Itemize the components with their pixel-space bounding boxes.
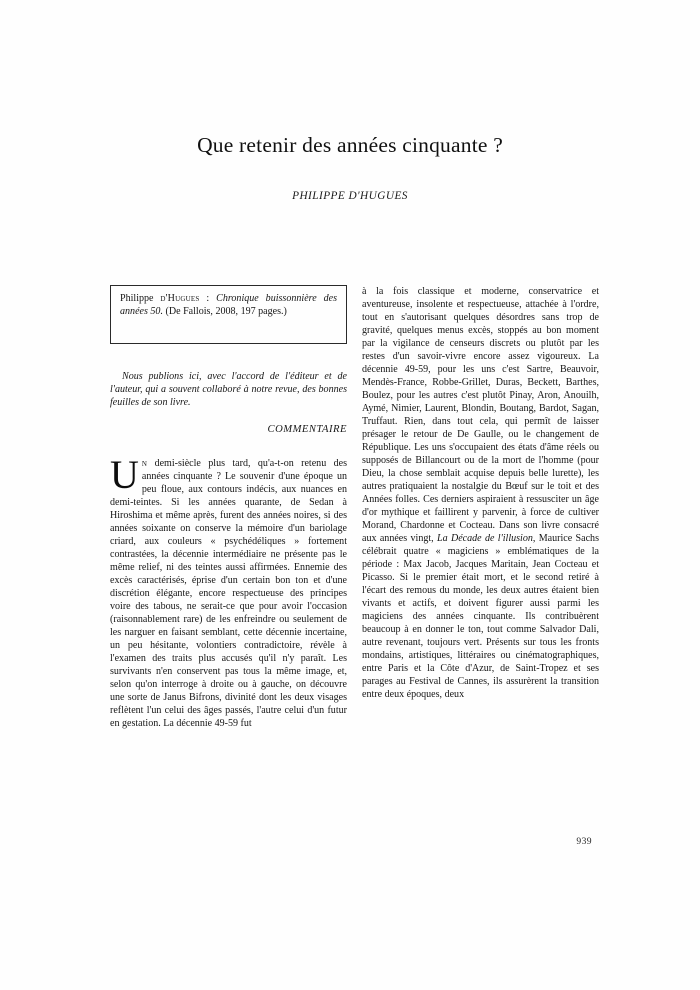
lead-smallcaps: n xyxy=(141,457,148,469)
drop-cap: U xyxy=(110,451,139,497)
citation-publication: (De Fallois, 2008, 197 pages.) xyxy=(162,305,287,317)
body-text-right-part1: à la fois classique et moderne, conservatrice et aventureuse, insolente et respectueuse, attachée à l'ordre, tout en s'autorisant quelques désordres sans trop de gravité, quelques menus excès, stoppés au bon moment par la vigilance de censeurs discrets ou plutôt par les restes d'un savoir-vivre encore assez vigoureux. La décennie 49-59, pour les uns c'est Sartre, Beauvoir, Mendès-France, Robbe-Grillet, Duras, Beckett, Barthes, Boulez, pour les autres c'est plutôt Pinay, Aron, Anouilh, Aymé, Nimier, Laurent, Blondin, Boutang, Bardot, Sagan, Truffaut. Rien, dans tout cela, qui permît de laisser présager le retour de De Gaulle, ou le changement de République. Les uns s'occupaient des états d'âme réels ou supposés de Billancourt ou de la mort de l'homme (pour Dieu, la chose semblait acquise depuis belle lurette), les autres pratiquaient la nostalgie du Bœuf sur le toit et des Années folles. Ces derniers aspiraient à ressusciter un âge d'or mythique et faillirent y parvenir, à force de cultiver Morand, Chardonne et Cocteau. Dans son livre consacré aux années vingt, xyxy=(362,286,599,544)
cited-work-title: La Décade de l'illusion xyxy=(437,533,533,544)
editorial-note: Nous publions ici, avec l'accord de l'éditeur et de l'auteur, qui a souvent collaboré à notre revue, des bonnes feuilles de son livre. xyxy=(110,371,347,408)
body-columns xyxy=(110,285,599,840)
body-text-right-part2: , Maurice Sachs célébrait quatre « magiciens » emblématiques de la période : Max Jacob, Jacques Maritain, Jean Cocteau et Picasso. Si le premier était mort, et le second retiré à l'écart des remous du monde, les deux autres étaient bien vivants et actifs, et doivent figurer aussi parmi les magiciens des années cinquante. Ils contribuèrent beaucoup à en donner le ton, tout comme Salvador Dali, autre revenant, toujours vert. Présents sur tous les fronts mondains, artistiques, littéraires ou cinématographiques, entre Paris et la Côte d'Azur, de Saint-Tropez et ses parages au Festival de Cannes, ils assurèrent la transition entre deux époques, deux xyxy=(362,533,599,700)
citation-text xyxy=(120,293,337,319)
column-right xyxy=(362,285,599,701)
page-number: 939 xyxy=(576,836,592,847)
column-left xyxy=(110,285,347,730)
body-text-left: demi-siècle plus tard, qu'a-t-on retenu des années cinquante ? Le souvenir d'une époque un peu floue, aux contours indécis, aux nuances en demi-teintes. Si les années quarante, de Sedan à Hiroshima et même après, furent des années noires, si des années soixante on conserve la mémoire d'un bariolage criard, aux couleurs « psychédéliques » fortement contrastées, la décennie intermédiaire ne présente pas le même relief, ni des teintes aussi affirmées. Ennemie des excès caractérisés, éprise d'un certain bon ton et d'une discrétion élégante, encore respectueuse des principes voire des tabous, ne serait-ce que pour avoir l'occasion (raisonnablement rare) de les enfreindre ou seulement de les narguer en faisant semblant, cette décennie incertaine, un peu hésitante, volontiers contradictoire, révèle à l'examen des traits plus accusés qu'il n'y paraît. Les survivants n'en conservent pas tous la même image, et, selon qu'on interroge à droite ou à gauche, on découvre une sorte de Janus Bifrons, divinité dont les deux visages reflètent l'un celui des âges passés, l'autre celui d'un futur en gestation. La décennie 49-59 fut xyxy=(110,457,347,729)
section-kicker: COMMENTAIRE xyxy=(267,423,347,435)
citation-author-first: Philippe xyxy=(120,293,161,304)
citation-separator: : xyxy=(199,293,217,304)
body-paragraph-right xyxy=(362,285,599,701)
citation-work-title: Chronique buissonnière des années 50. xyxy=(120,293,337,317)
body-paragraph-left xyxy=(110,451,347,730)
citation-box xyxy=(110,285,347,344)
author-byline: PHILIPPE D'HUGUES xyxy=(292,190,408,202)
title-block xyxy=(0,133,700,158)
page-title: Que retenir des années cinquante ? xyxy=(197,133,503,157)
citation-author-smallcaps: d'Hugues xyxy=(160,293,200,304)
